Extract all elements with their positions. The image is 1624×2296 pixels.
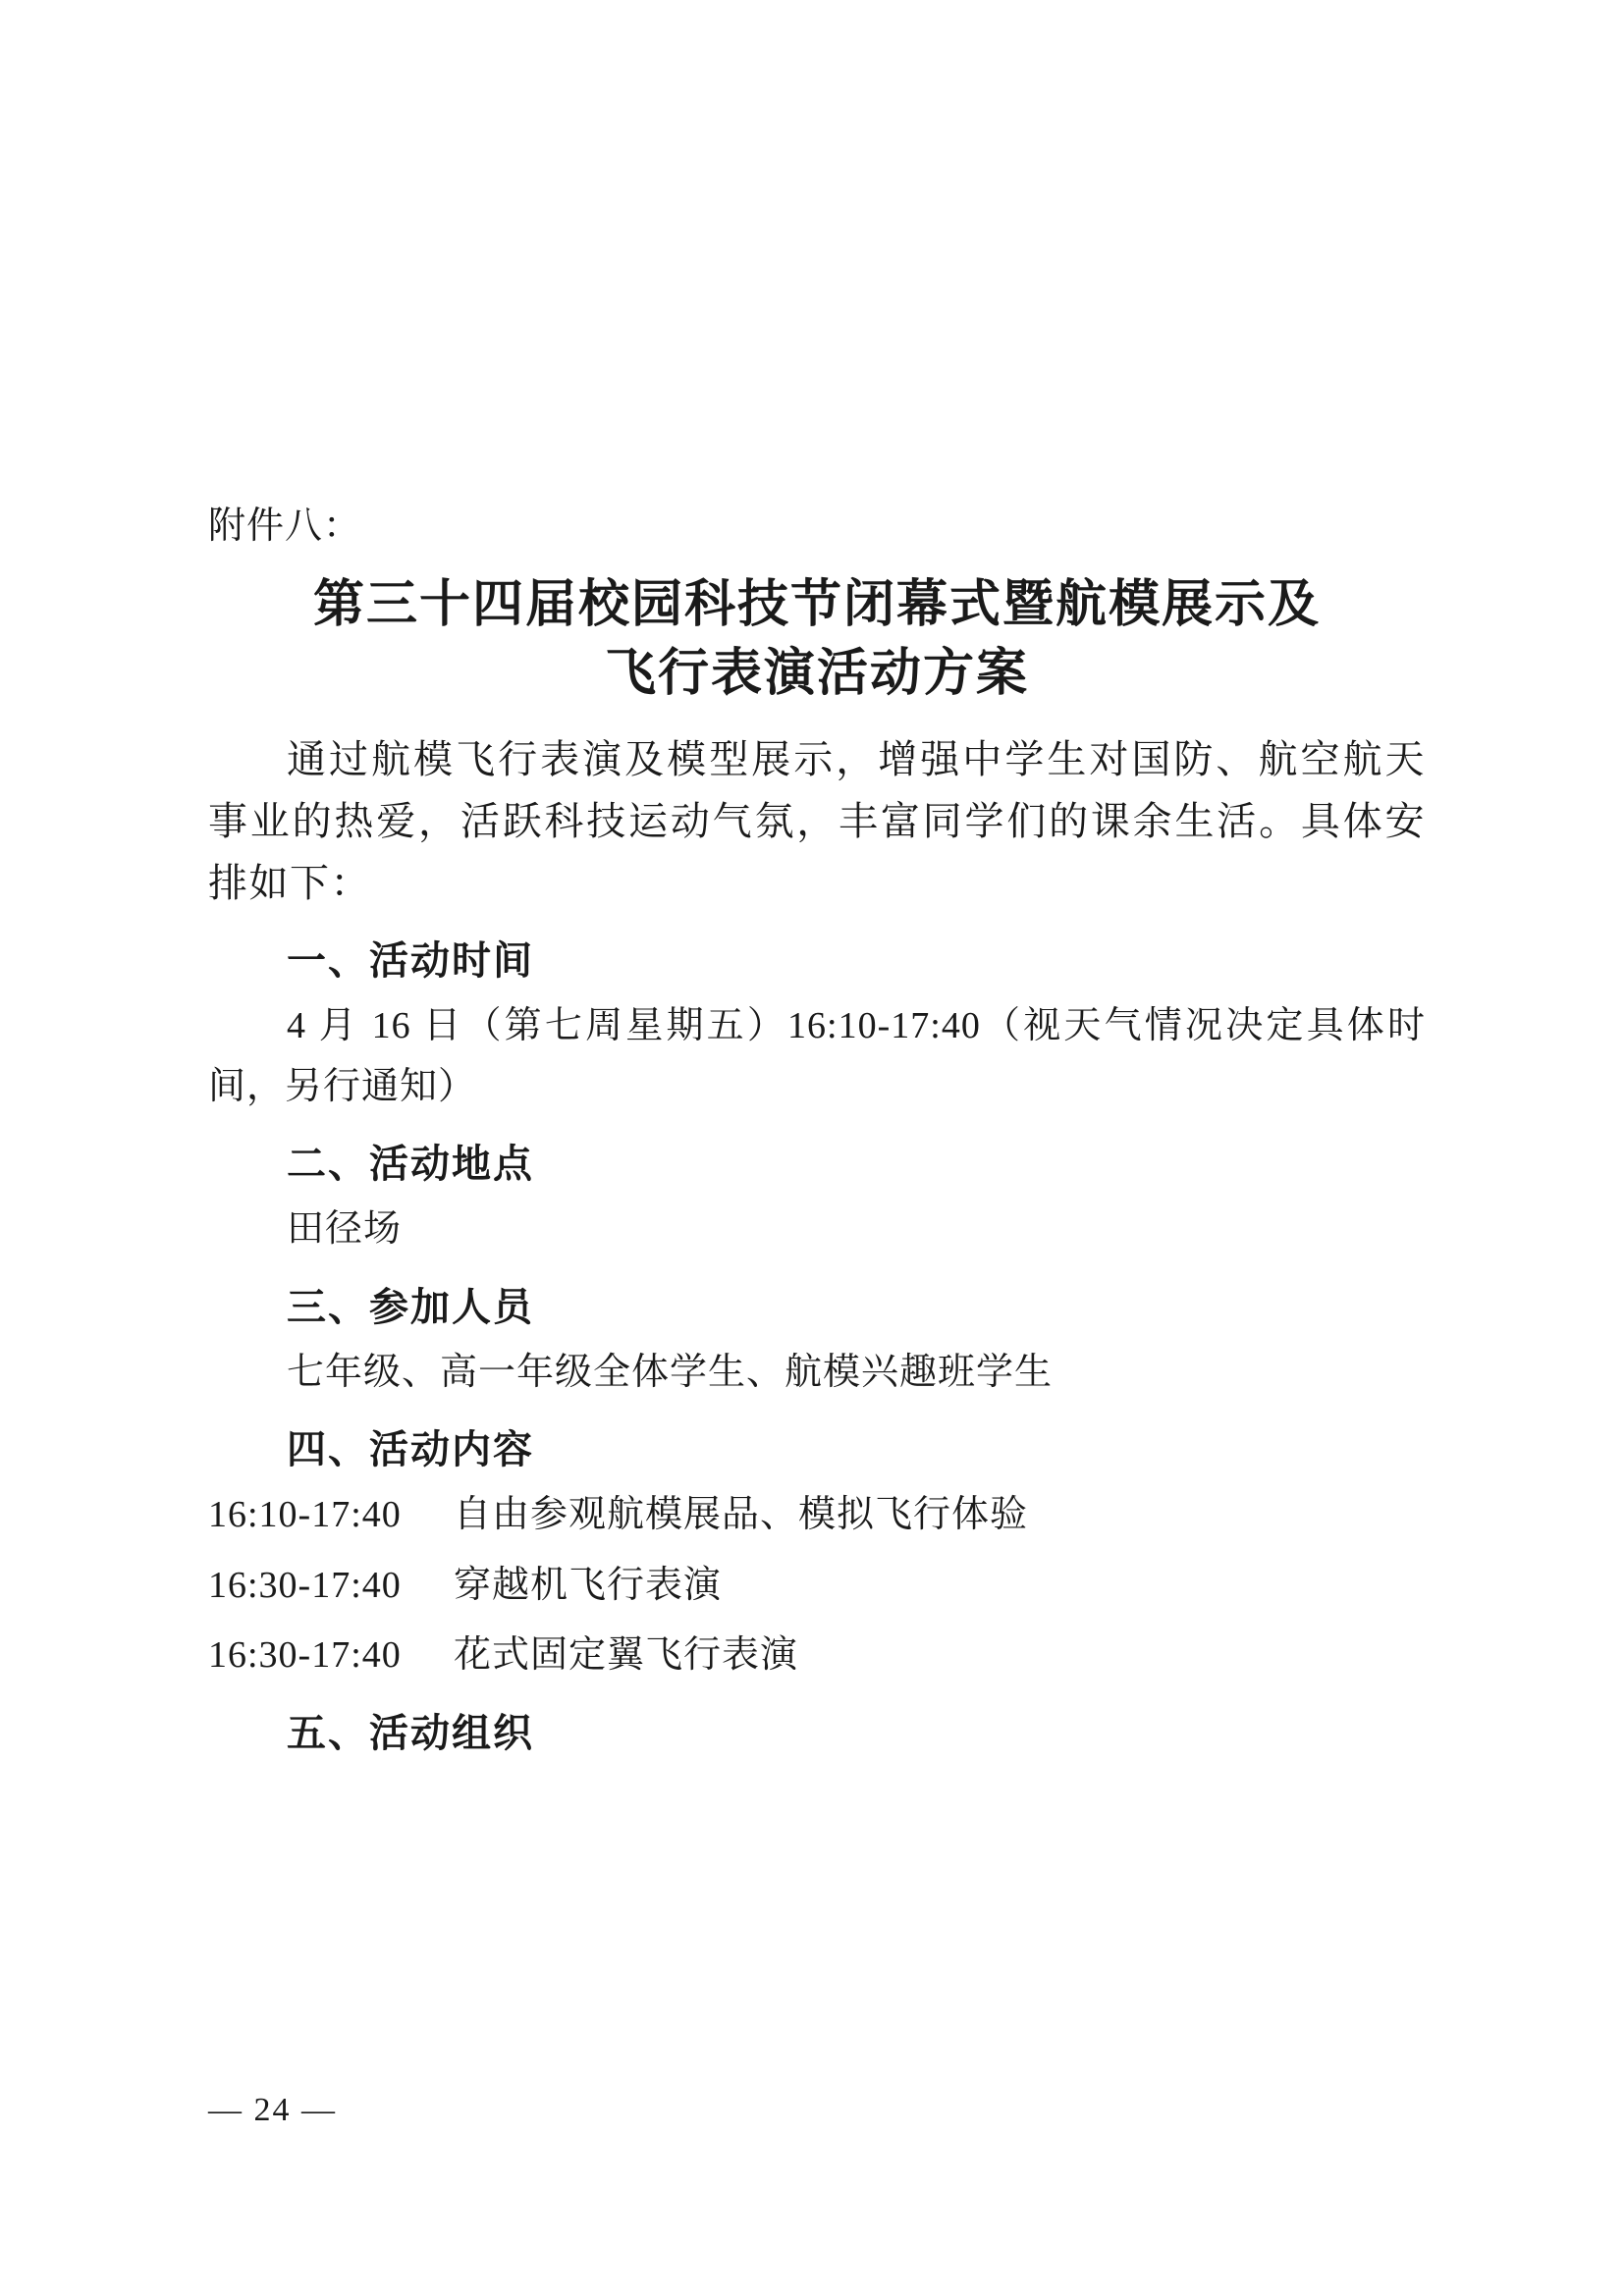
schedule-description: 穿越机飞行表演 [454, 1564, 723, 1606]
schedule-description: 自由参观航模展品、模拟飞行体验 [454, 1494, 1029, 1536]
schedule-row [208, 1485, 1426, 1546]
schedule-time: 16:30-17:40 [208, 1564, 402, 1606]
schedule-description: 花式固定翼飞行表演 [454, 1634, 799, 1677]
section-heading-participants: 三、参加人员 [287, 1284, 534, 1330]
schedule-time: 16:30-17:40 [208, 1634, 402, 1677]
section-heading-activity-content: 四、活动内容 [287, 1427, 534, 1473]
page-number: — 24 — [208, 2092, 337, 2128]
section-body-activity-time: 4 月 16 日（第七周星期五）16:10-17:40（视天气情况决定具体时间，另行通知） [208, 1005, 1426, 1107]
page-title-line-1: 第三十四届校园科技节闭幕式暨航模展示及 [312, 574, 1321, 635]
section-heading-activity-location: 二、活动地点 [287, 1142, 534, 1188]
page-title [208, 570, 1426, 708]
attachment-label: 附件八： [208, 506, 362, 547]
intro-paragraph: 通过航模飞行表演及模型展示，增强中学生对国防、航空航天事业的热爱，活跃科技运动气氛，丰富同学们的课余生活。具体安排如下： [208, 736, 1426, 905]
schedule-row [208, 1626, 1426, 1686]
page-title-line-2: 飞行表演活动方案 [604, 643, 1029, 704]
section-body-activity-location: 田径场 [287, 1208, 403, 1251]
section-body-participants: 七年级、高一年级全体学生、航模兴趣班学生 [287, 1351, 1054, 1393]
document-body [208, 501, 1426, 1769]
section-heading-activity-time: 一、活动时间 [287, 938, 534, 985]
schedule-time: 16:10-17:40 [208, 1494, 402, 1536]
schedule-row [208, 1556, 1426, 1617]
section-heading-activity-organization: 五、活动组织 [287, 1710, 534, 1756]
